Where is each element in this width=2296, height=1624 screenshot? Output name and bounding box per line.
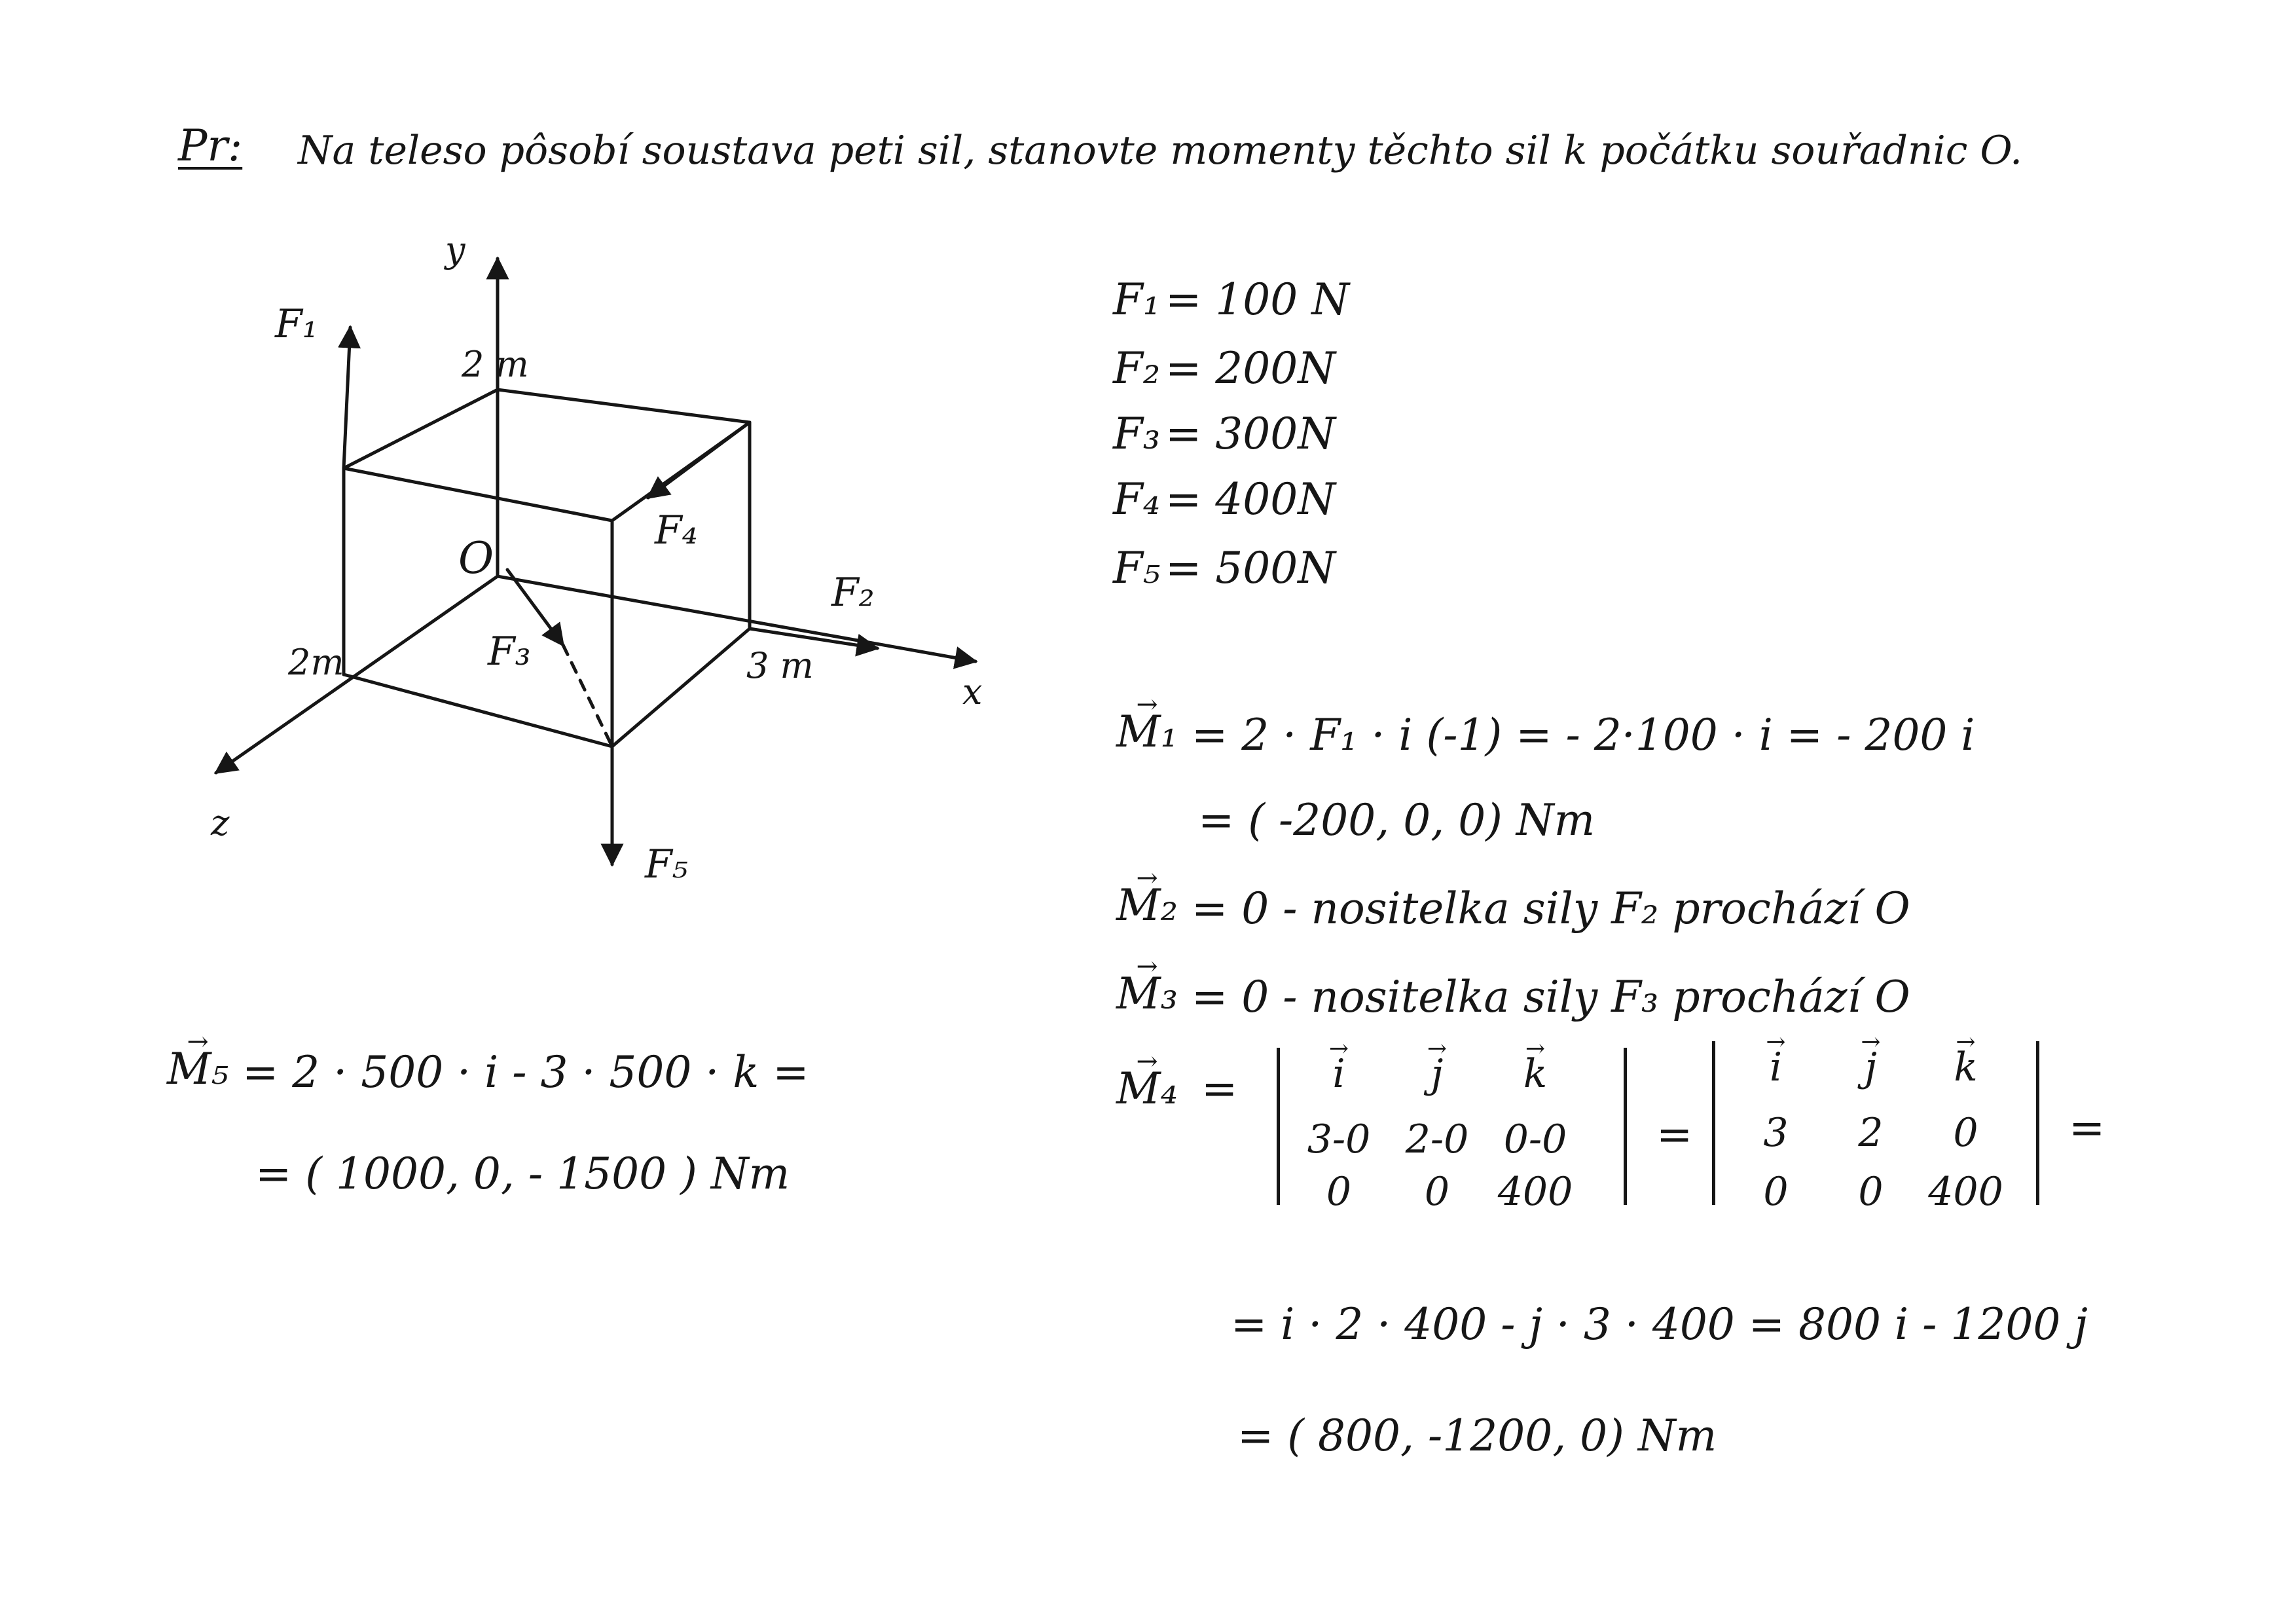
force-f5-label: F₅: [645, 841, 688, 887]
det2-row2: [1728, 1110, 2013, 1156]
determinant-equals-2: =: [2069, 1103, 2105, 1153]
moment-m1-symbol: → M₁: [1116, 710, 1178, 754]
force-f3-label: F₃: [488, 629, 531, 674]
problem-statement: Na teleso pôsobí soustava peti sil, stanovte momenty těchto sil k počátku souřadnic O.: [298, 128, 2023, 174]
given-f5-name: F₅: [1113, 543, 1161, 593]
moment-m4-eq: =: [1201, 1063, 1238, 1114]
det2-k: → k: [1918, 1048, 2013, 1087]
z-axis: [216, 576, 498, 773]
axis-z-label: z: [211, 802, 230, 843]
det1-r2c2: 2-0: [1405, 1116, 1469, 1162]
moment-m5-symbol: → M₅: [167, 1048, 228, 1091]
det2-r2c3: 0: [1953, 1110, 1978, 1156]
moment-m1-line2: = ( -200, 0, 0) Nm: [1198, 795, 1595, 845]
origin-label: O: [458, 533, 494, 583]
det1-left-bar: [1277, 1048, 1280, 1205]
moment-m2-line: = 0 - nositelka sily F₂ prochází O: [1192, 883, 1910, 934]
given-f1-name: F₁: [1113, 274, 1161, 325]
dimension-y: 2 m: [462, 344, 529, 385]
det2-row1: [1728, 1044, 2013, 1090]
det1-r3c1: 0: [1326, 1169, 1352, 1215]
det1-j: → j: [1388, 1054, 1486, 1094]
det2-r3c2: 0: [1858, 1169, 1884, 1215]
given-f2-value: = 200N: [1165, 343, 1336, 394]
det2-row3: [1728, 1169, 2013, 1215]
det1-row2: [1290, 1116, 1584, 1162]
det2-right-bar: [2036, 1041, 2039, 1205]
example-label: Pr:: [178, 120, 243, 171]
force-f2-label: F₂: [831, 570, 875, 616]
det2-r2c2: 2: [1858, 1110, 1884, 1156]
given-f1-value: = 100 N: [1165, 274, 1349, 325]
force-f4-label: F₄: [655, 507, 698, 553]
det1-i: → i: [1290, 1054, 1388, 1094]
dimension-z: 2m: [288, 642, 344, 683]
moment-m1-line1: = 2 · F₁ · i (-1) = - 2·100 · i = - 200 i: [1192, 710, 1975, 760]
dimension-x: 3 m: [746, 645, 814, 686]
given-f4-value: = 400N: [1165, 474, 1336, 525]
det1-r3c2: 0: [1424, 1169, 1450, 1215]
det2-r3c3: 400: [1928, 1169, 2003, 1215]
det1-k: → k: [1486, 1054, 1584, 1094]
given-f3-name: F₃: [1113, 409, 1161, 459]
axis-x-label: x: [962, 671, 983, 712]
moment-m5-line1: = 2 · 500 · i - 3 · 500 · k =: [242, 1047, 809, 1098]
force-f4-arrow: [648, 422, 750, 498]
det2-i: → i: [1728, 1048, 1823, 1087]
axis-y-label: y: [445, 229, 465, 270]
det2-r2c1: 3: [1763, 1110, 1789, 1156]
moment-m2-label: [1116, 880, 1178, 931]
moment-m4-line3: = ( 800, -1200, 0) Nm: [1237, 1411, 1717, 1461]
det1-r2c1: 3-0: [1307, 1116, 1371, 1162]
x-axis: [498, 576, 975, 661]
given-f3-value: = 300N: [1165, 409, 1336, 459]
given-f2-name: F₂: [1113, 343, 1161, 394]
moment-m4-line2: = i · 2 · 400 - j · 3 · 400 = 800 i - 1200 j: [1231, 1299, 2088, 1350]
moment-m4-label: [1116, 1063, 1178, 1114]
det1-right-bar: [1624, 1048, 1627, 1205]
det2-r3c1: 0: [1763, 1169, 1789, 1215]
det1-row3: [1290, 1169, 1584, 1215]
force-f1-label: F₁: [275, 301, 318, 347]
moment-m2-symbol: → M₂: [1116, 884, 1178, 927]
det1-r2c3: 0-0: [1503, 1116, 1567, 1162]
moment-m3-line: = 0 - nositelka sily F₃ prochází O: [1192, 972, 1910, 1022]
moment-m3-symbol: → M₃: [1116, 972, 1178, 1016]
moment-m5-line2: = ( 1000, 0, - 1500 ) Nm: [255, 1149, 790, 1199]
det2-j: → j: [1823, 1048, 1918, 1087]
determinant-equals: =: [1656, 1109, 1693, 1160]
det1-r3c3: 400: [1497, 1169, 1573, 1215]
given-f4-name: F₄: [1113, 474, 1161, 525]
moment-m4-symbol: → M₄: [1116, 1067, 1178, 1111]
force-f1-arrow: [344, 327, 350, 468]
moment-m1-label: [1116, 707, 1178, 757]
moment-m3-label: [1116, 969, 1178, 1019]
det2-left-bar: [1712, 1041, 1715, 1205]
moment-m5-label: [167, 1044, 229, 1094]
given-f5-value: = 500N: [1165, 543, 1336, 593]
det1-row1: [1290, 1051, 1584, 1097]
